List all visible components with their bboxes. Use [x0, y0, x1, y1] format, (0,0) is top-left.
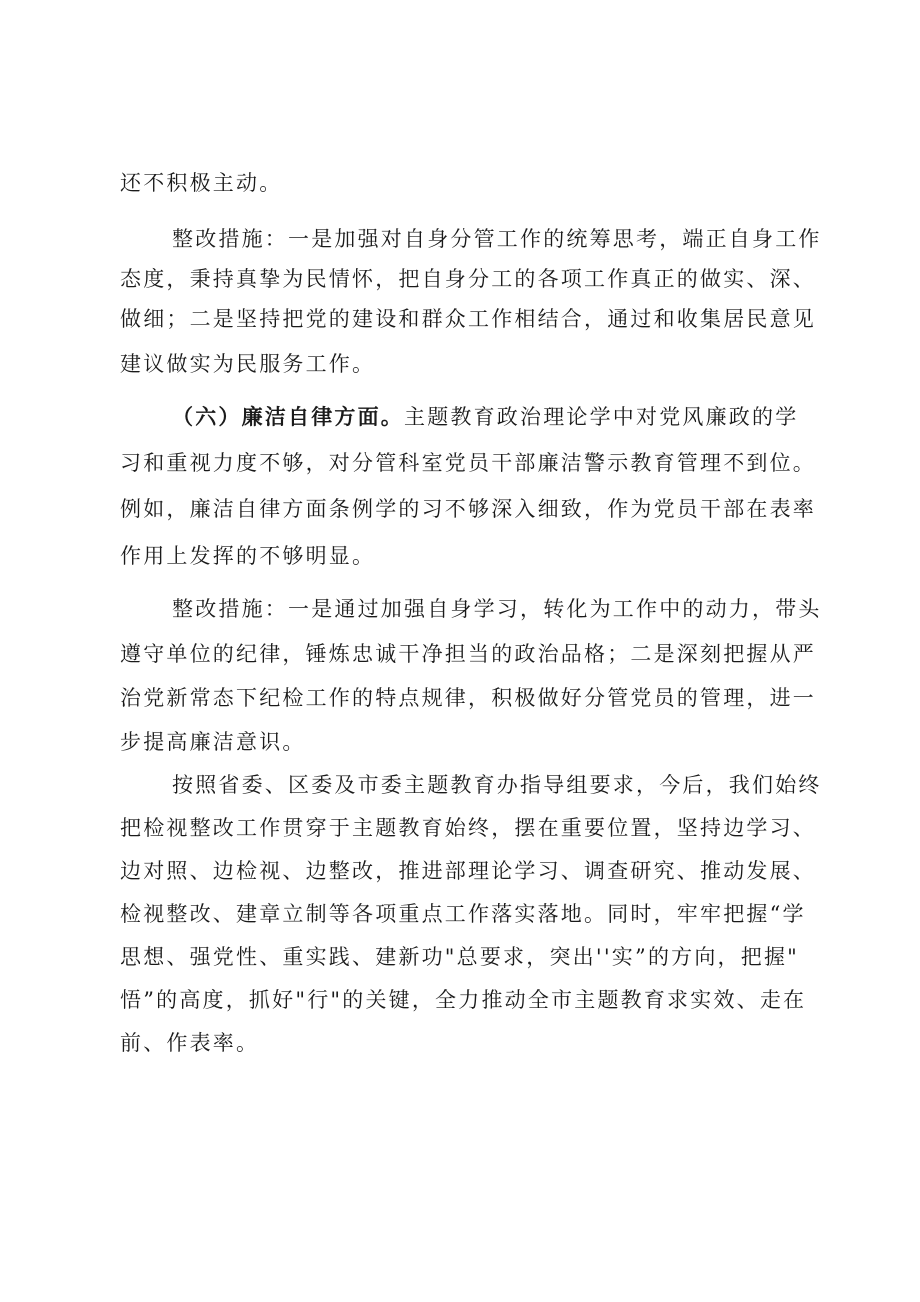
text-line: 检视整改、建章立制等各项重点工作落实落地。同时，牢牢把握“学	[120, 902, 806, 926]
text-line: 做细；二是坚持把党的建设和群众工作相结合，通过和收集居民意见	[120, 307, 816, 331]
text-line: 整改措施：一是加强对自身分管工作的统筹思考，端正自身工作	[172, 227, 822, 251]
text-line: 作用上发挥的不够明显。	[120, 544, 376, 568]
text-line: 把检视整改工作贯穿于主题教育始终，摆在重要位置，坚持边学习、	[120, 816, 816, 840]
text-line: 建议做实为民服务工作。	[120, 352, 376, 376]
text-line: 治党新常态下纪检工作的特点规律，积极做好分管党员的管理，进一	[120, 686, 816, 710]
text-line: 思想、强党性、重实践、建新功"总要求，突出''实”的方向，把握"	[120, 945, 799, 969]
text-line: 态度，秉持真挚为民情怀，把自身分工的各项工作真正的做实、深、	[120, 267, 816, 291]
text-line: 步提高廉洁意识。	[120, 730, 306, 754]
text-line: 边对照、边检视、边整改，推进部理论学习、调查研究、推动发展、	[120, 859, 816, 883]
text-line: 悟”的高度，抓好"行"的关键，全力推动全市主题教育求实效、走在	[120, 988, 807, 1012]
text-line: 前、作表率。	[120, 1031, 260, 1055]
text-line: 整改措施：一是通过加强自身学习，转化为工作中的动力，带头	[172, 597, 822, 621]
section-heading-line: （六）廉洁自律方面。主题教育政治理论学中对党风廉政的学	[172, 405, 799, 429]
section-heading: （六）廉洁自律方面。	[172, 405, 404, 429]
text-line: 还不积极主动。	[120, 171, 283, 195]
text-line: 例如，廉洁自律方面条例学的习不够深入细致，作为党员干部在表率	[120, 497, 816, 521]
text-line: 习和重视力度不够，对分管科室党员干部廉洁警示教育管理不到位。	[120, 451, 816, 475]
text-line: 按照省委、区委及市委主题教育办指导组要求，今后，我们始终	[172, 773, 822, 797]
text-line: 遵守单位的纪律，锤炼忠诚干净担当的政治品格；二是深刻把握从严	[120, 642, 816, 666]
